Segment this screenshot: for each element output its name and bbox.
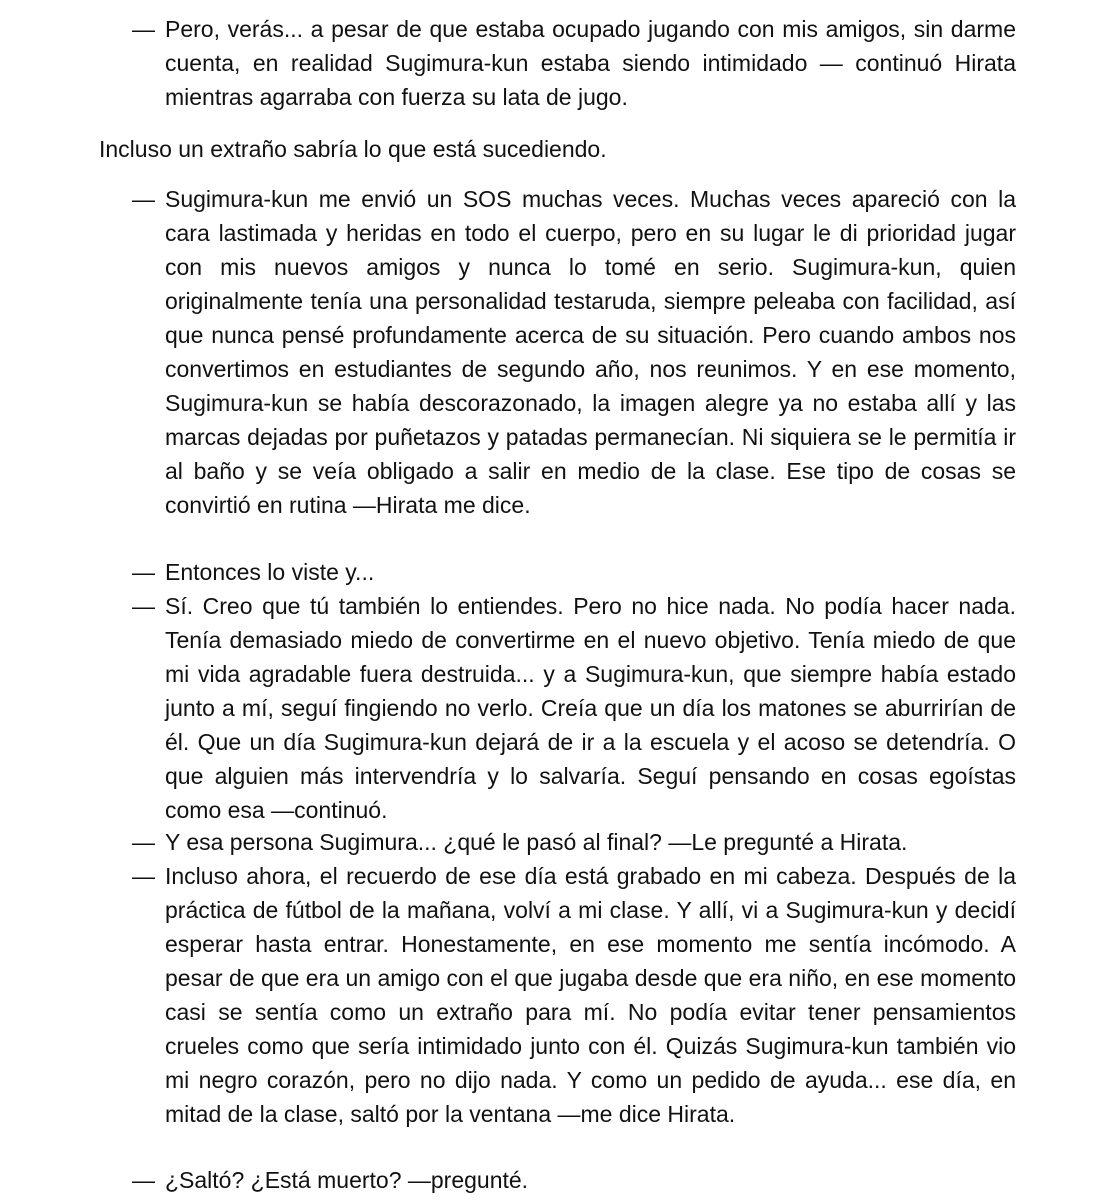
dialogue-text: Entonces lo viste y... [165,559,375,585]
dialogue-text: Incluso ahora, el recuerdo de ese día está grabado en mi cabeza. Después de la práctica de fútbol de la mañana, volví a mi clase. Y allí, vi a Sugimura-kun y decidí esperar hasta entrar. Honestamente, en ese momento me sentía incómodo. A pesar de que era un amigo con el que jugaba desde que era niño, en ese momento casi se sentía como un extraño para mí. No podía evitar tener pensamientos crueles como que sería intimidado junto con él. Quizás Sugimura-kun también vio mi negro corazón, pero no dijo nada. Y como un pedido de ayuda... ese día, en mitad de la clase, saltó por la ventana —me dice Hirata. [165,863,1016,1127]
dialogue-dash: — [132,16,155,42]
dialogue-text: Pero, verás... a pesar de que estaba ocupado jugando con mis amigos, sin darme cuenta, en realidad Sugimura-kun estaba siendo intimidado — continuó Hirata mientras agarraba con fuerza su lata de jugo. [165,16,1016,110]
dialogue-dash: — [132,1167,155,1193]
dialogue-paragraph [132,555,1016,589]
dialogue-dash: — [132,186,155,212]
dialogue-text: Sugimura-kun me envió un SOS muchas veces. Muchas veces apareció con la cara lastimada y heridas en todo el cuerpo, pero en su lugar le di prioridad jugar con mis nuevos amigos y nunca lo tomé en serio. Sugimura-kun, quien originalmente tenía una personalidad testaruda, siempre peleaba con facilidad, así que nunca pensé profundamente acerca de su situación. Pero cuando ambos nos convertimos en estudiantes de segundo año, nos reunimos. Y en ese momento, Sugimura-kun se había descorazonado, la imagen alegre ya no estaba allí y las marcas dejadas por puñetazos y patadas permanecían. Ni siquiera se le permitía ir al baño y se veía obligado a salir en medio de la clase. Ese tipo de cosas se convirtió en rutina —Hirata me dice. [165,186,1016,518]
dialogue-text: ¿Saltó? ¿Está muerto? —pregunté. [165,1167,529,1193]
dialogue-text: Y esa persona Sugimura... ¿qué le pasó al final? —Le pregunté a Hirata. [165,829,908,855]
narration-paragraph: Incluso un extraño sabría lo que está sucediendo. [99,136,607,162]
dialogue-dash: — [132,863,155,889]
dialogue-paragraph [132,182,1016,522]
dialogue-paragraph [132,589,1016,827]
dialogue-text: Sí. Creo que tú también lo entiendes. Pero no hice nada. No podía hacer nada. Tenía demasiado miedo de convertirme en el nuevo objetivo. Tenía miedo de que mi vida agradable fuera destruida... y a Sugimura-kun, que siempre había estado junto a mí, seguí fingiendo no verlo. Creía que un día los matones se aburrirían de él. Que un día Sugimura-kun dejará de ir a la escuela y el acoso se detendría. O que alguien más intervendría y lo salvaría. Seguí pensando en cosas egoístas como esa —continuó. [165,593,1016,823]
dialogue-dash: — [132,829,155,855]
dialogue-paragraph [132,825,1016,859]
dialogue-paragraph [132,1163,1016,1197]
dialogue-dash: — [132,593,155,619]
dialogue-dash: — [132,559,155,585]
dialogue-paragraph [132,12,1016,114]
dialogue-paragraph [132,859,1016,1131]
